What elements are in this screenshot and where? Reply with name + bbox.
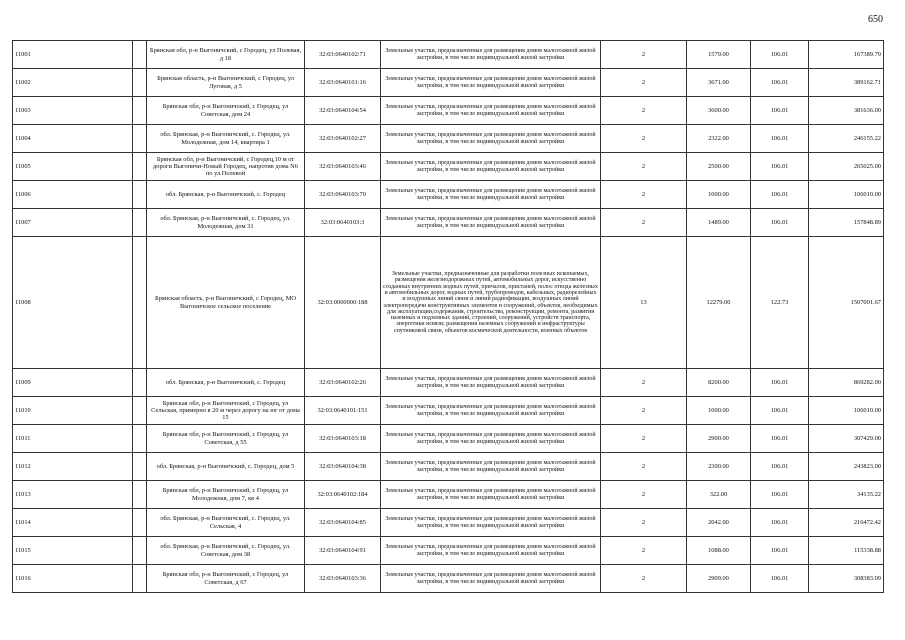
land-use-cell: Земельные участки, предназначенные для размещения домов малоэтажной жилой застройки, в том числе индивидуальной жилой застройки: [381, 209, 601, 237]
cadastral-value: 308383.09: [809, 565, 884, 593]
record-id: 11008: [13, 237, 133, 369]
cadastral-number: 32:03:0640102:26: [305, 369, 381, 397]
land-use-cell: Земельные участки, предназначенные для размещения домов малоэтажной жилой застройки, в том числе индивидуальной жилой застройки: [381, 481, 601, 509]
address-cell: Брянская обл, р-н Выгоничский, с Городец,10 м от дороги Выгоничи-Новый Городец, напротив дома N6 по ул.Полевой: [147, 153, 305, 181]
cadastral-number: 32:03:0640102:27: [305, 125, 381, 153]
rate-value: 106.01: [751, 425, 809, 453]
empty-cell: [133, 97, 147, 125]
rate-value: 106.01: [751, 397, 809, 425]
table-body: [13, 41, 884, 593]
address-cell: обл. Брянская, р-н Выгоничский, с. Городец, ул. Сельская, 4: [147, 509, 305, 537]
land-use-cell: Земельные участки, предназначенные для размещения домов малоэтажной жилой застройки, в том числе индивидуальной жилой застройки: [381, 153, 601, 181]
address-cell: Брянская область, р-н Выгоничский, с Городец, ул Луговая, д 5: [147, 69, 305, 97]
area-value: 2500.00: [687, 153, 751, 181]
land-use-cell: Земельные участки, предназначенные для размещения домов малоэтажной жилой застройки, в том числе индивидуальной жилой застройки: [381, 97, 601, 125]
record-id: 11001: [13, 41, 133, 69]
page-number: 650: [868, 14, 883, 25]
cadastral-number: 32:03:0640103:36: [305, 565, 381, 593]
category-code: 2: [601, 69, 687, 97]
record-id: 11011: [13, 425, 133, 453]
category-code: 2: [601, 41, 687, 69]
land-use-cell: Земельные участки, предназначенные для размещения домов малоэтажной жилой застройки, в том числе индивидуальной жилой застройки: [381, 565, 601, 593]
record-id: 11013: [13, 481, 133, 509]
rate-value: 106.01: [751, 41, 809, 69]
land-use-cell: Земельные участки, предназначенные для размещения домов малоэтажной жилой застройки, в том числе индивидуальной жилой застройки: [381, 425, 601, 453]
cadastral-number: 32:03:0640104:54: [305, 97, 381, 125]
category-code: 2: [601, 397, 687, 425]
land-use-cell: Земельные участки, предназначенные для размещения домов малоэтажной жилой застройки, в том числе индивидуальной жилой застройки: [381, 369, 601, 397]
cadastral-value: 389162.71: [809, 69, 884, 97]
empty-cell: [133, 41, 147, 69]
land-use-cell: Земельные участки, предназначенные для размещения домов малоэтажной жилой застройки, в том числе индивидуальной жилой застройки: [381, 453, 601, 481]
cadastral-number: 32:03:0640102:184: [305, 481, 381, 509]
rate-value: 106.01: [751, 481, 809, 509]
table-row: [13, 69, 884, 97]
address-cell: Брянская область, р-н Выгоничский, с Городец, МО Выгоничское сельское поселение: [147, 237, 305, 369]
table-row: [13, 509, 884, 537]
address-cell: Брянская обл, р-н Выгоничский, с Городец, ул Полевая, д 18: [147, 41, 305, 69]
empty-cell: [133, 565, 147, 593]
empty-cell: [133, 537, 147, 565]
address-cell: обл. Брянская, р-н Выгоничский, с. Городец, ул. Советская, дом 38: [147, 537, 305, 565]
table-row: [13, 153, 884, 181]
cadastral-number: 32:03:0640104:91: [305, 537, 381, 565]
address-cell: обл. Брянская, р-н Выгоничский, с. Городец, дом 5: [147, 453, 305, 481]
area-value: 8200.00: [687, 369, 751, 397]
area-value: 2909.00: [687, 565, 751, 593]
empty-cell: [133, 153, 147, 181]
record-id: 11003: [13, 97, 133, 125]
empty-cell: [133, 397, 147, 425]
record-id: 11007: [13, 209, 133, 237]
cadastral-number: 32:03:0640101:151: [305, 397, 381, 425]
address-cell: обл. Брянская, р-н Выгоничский, с. Городец, ул. Молодежная, дом 14, квартира 1: [147, 125, 305, 153]
record-id: 11015: [13, 537, 133, 565]
rate-value: 106.01: [751, 537, 809, 565]
cadastral-value: 167389.79: [809, 41, 884, 69]
rate-value: 106.01: [751, 209, 809, 237]
cadastral-number: 32:03:0640103:70: [305, 181, 381, 209]
category-code: 2: [601, 481, 687, 509]
category-code: 2: [601, 209, 687, 237]
cadastral-number: 32:03:0640103:18: [305, 425, 381, 453]
table-row: [13, 41, 884, 69]
empty-cell: [133, 369, 147, 397]
cadastral-value: 115338.88: [809, 537, 884, 565]
land-use-cell: Земельные участки, предназначенные для размещения домов малоэтажной жилой застройки, в том числе индивидуальной жилой застройки: [381, 125, 601, 153]
rate-value: 106.01: [751, 69, 809, 97]
table-row: [13, 209, 884, 237]
rate-value: 106.01: [751, 453, 809, 481]
category-code: 2: [601, 181, 687, 209]
rate-value: 106.01: [751, 565, 809, 593]
rate-value: 122.73: [751, 237, 809, 369]
category-code: 2: [601, 537, 687, 565]
table-row: [13, 369, 884, 397]
land-use-cell: Земельные участки, предназначенные для размещения домов малоэтажной жилой застройки, в том числе индивидуальной жилой застройки: [381, 69, 601, 97]
rate-value: 106.01: [751, 509, 809, 537]
record-id: 11016: [13, 565, 133, 593]
category-code: 13: [601, 237, 687, 369]
land-use-cell: Земельные участки, предназначенные для разработки полезных ископаемых, размещения железнодорожных путей, автомобильных дорог, искусственно созданных внутренних водных путей, причалов, пристаней, полос отвода железных и автомобильных дорог, водных путей, трубопроводов, кабельных, радиорелейных и воздушных линий связи и линий радиофикации, воздушных линий электропередачи конструктивных элементов и сооружений, объектов, необходимых для эксплуатации,содержания, строительства, реконструкции, ремонта, развития наземных и подземных зданий, строений, сооружений, устройств транспорта, энергетики исвязи; размещения наземных сооружений и инфраструктуры спутниковой связи, объектов космической деятельности, военных объектов: [381, 237, 601, 369]
land-use-cell: Земельные участки, предназначенные для размещения домов малоэтажной жилой застройки, в том числе индивидуальной жилой застройки: [381, 41, 601, 69]
table-row: [13, 97, 884, 125]
empty-cell: [133, 509, 147, 537]
table-row: [13, 537, 884, 565]
cadastral-value: 106010.00: [809, 181, 884, 209]
category-code: 2: [601, 125, 687, 153]
record-id: 11014: [13, 509, 133, 537]
cadastral-value: 1507001.67: [809, 237, 884, 369]
empty-cell: [133, 481, 147, 509]
cadastral-value: 34135.22: [809, 481, 884, 509]
empty-cell: [133, 69, 147, 97]
cadastral-value: 157848.89: [809, 209, 884, 237]
table-row: [13, 237, 884, 369]
land-use-cell: Земельные участки, предназначенные для размещения домов малоэтажной жилой застройки, в том числе индивидуальной жилой застройки: [381, 181, 601, 209]
address-cell: Брянская обл, р-н Выгоничский, с Городец, ул Молодежная, дом 7, кв 4: [147, 481, 305, 509]
area-value: 12279.00: [687, 237, 751, 369]
cadastral-number: 32:03:0640102:71: [305, 41, 381, 69]
rate-value: 106.01: [751, 97, 809, 125]
category-code: 2: [601, 153, 687, 181]
area-value: 1489.00: [687, 209, 751, 237]
category-code: 2: [601, 425, 687, 453]
empty-cell: [133, 181, 147, 209]
table-row: [13, 125, 884, 153]
record-id: 11002: [13, 69, 133, 97]
address-cell: Брянская обл, р-н Выгоничский, с Городец, ул Советская, д 55: [147, 425, 305, 453]
table-row: [13, 425, 884, 453]
table-row: [13, 453, 884, 481]
category-code: 2: [601, 453, 687, 481]
land-use-cell: Земельные участки, предназначенные для размещения домов малоэтажной жилой застройки, в том числе индивидуальной жилой застройки: [381, 537, 601, 565]
cadastral-number: 32:03:0640104:38: [305, 453, 381, 481]
cadastral-number: 32:03:0000000:188: [305, 237, 381, 369]
address-cell: обл. Брянская, р-н Выгоничский, с. Городец, ул. Молодежная, дом 31: [147, 209, 305, 237]
cadastral-value: 106010.00: [809, 397, 884, 425]
area-value: 2300.00: [687, 453, 751, 481]
cadastral-value: 216472.42: [809, 509, 884, 537]
cadastral-number: 32:03:0640103:46: [305, 153, 381, 181]
table-row: [13, 481, 884, 509]
address-cell: Брянская обл, р-н Выгоничский, с Городец, ул Советская, дом 24: [147, 97, 305, 125]
cadastral-number: 32:03:0640101:16: [305, 69, 381, 97]
address-cell: обл. Брянская, р-н Выгоничский, с. Городец: [147, 181, 305, 209]
record-id: 11005: [13, 153, 133, 181]
cadastral-value: 381636.00: [809, 97, 884, 125]
record-id: 11006: [13, 181, 133, 209]
table-row: [13, 565, 884, 593]
area-value: 3671.00: [687, 69, 751, 97]
record-id: 11009: [13, 369, 133, 397]
category-code: 2: [601, 509, 687, 537]
record-id: 11010: [13, 397, 133, 425]
area-value: 2322.00: [687, 125, 751, 153]
area-value: 1088.00: [687, 537, 751, 565]
category-code: 2: [601, 369, 687, 397]
address-cell: обл. Брянская, р-н Выгоничский, с. Городец: [147, 369, 305, 397]
rate-value: 106.01: [751, 153, 809, 181]
record-id: 11012: [13, 453, 133, 481]
address-cell: Брянская обл, р-н Выгоничский, с Городец, ул Сельская, примерно в 20 м через дорогу на юг от дома 15: [147, 397, 305, 425]
address-cell: Брянская обл, р-н Выгоничский, с Городец, ул Советская, д 67: [147, 565, 305, 593]
cadastral-value-table: [12, 40, 884, 593]
cadastral-number: 32:03:0640103:3: [305, 209, 381, 237]
rate-value: 106.01: [751, 125, 809, 153]
empty-cell: [133, 209, 147, 237]
area-value: 2900.00: [687, 425, 751, 453]
cadastral-value: 307429.00: [809, 425, 884, 453]
rate-value: 106.01: [751, 369, 809, 397]
cadastral-value: 246155.22: [809, 125, 884, 153]
empty-cell: [133, 425, 147, 453]
table-row: [13, 397, 884, 425]
rate-value: 106.01: [751, 181, 809, 209]
cadastral-value: 869282.00: [809, 369, 884, 397]
area-value: 1000.00: [687, 181, 751, 209]
record-id: 11004: [13, 125, 133, 153]
empty-cell: [133, 237, 147, 369]
table-row: [13, 181, 884, 209]
area-value: 3600.00: [687, 97, 751, 125]
category-code: 2: [601, 565, 687, 593]
empty-cell: [133, 453, 147, 481]
area-value: 2042.00: [687, 509, 751, 537]
empty-cell: [133, 125, 147, 153]
cadastral-value: 243823.00: [809, 453, 884, 481]
cadastral-value: 265025.00: [809, 153, 884, 181]
cadastral-number: 32:03:0640104:85: [305, 509, 381, 537]
category-code: 2: [601, 97, 687, 125]
area-value: 1000.00: [687, 397, 751, 425]
land-use-cell: Земельные участки, предназначенные для размещения домов малоэтажной жилой застройки, в том числе индивидуальной жилой застройки: [381, 509, 601, 537]
area-value: 1579.00: [687, 41, 751, 69]
area-value: 322.00: [687, 481, 751, 509]
land-use-cell: Земельные участки, предназначенные для размещения домов малоэтажной жилой застройки, в том числе индивидуальной жилой застройки: [381, 397, 601, 425]
